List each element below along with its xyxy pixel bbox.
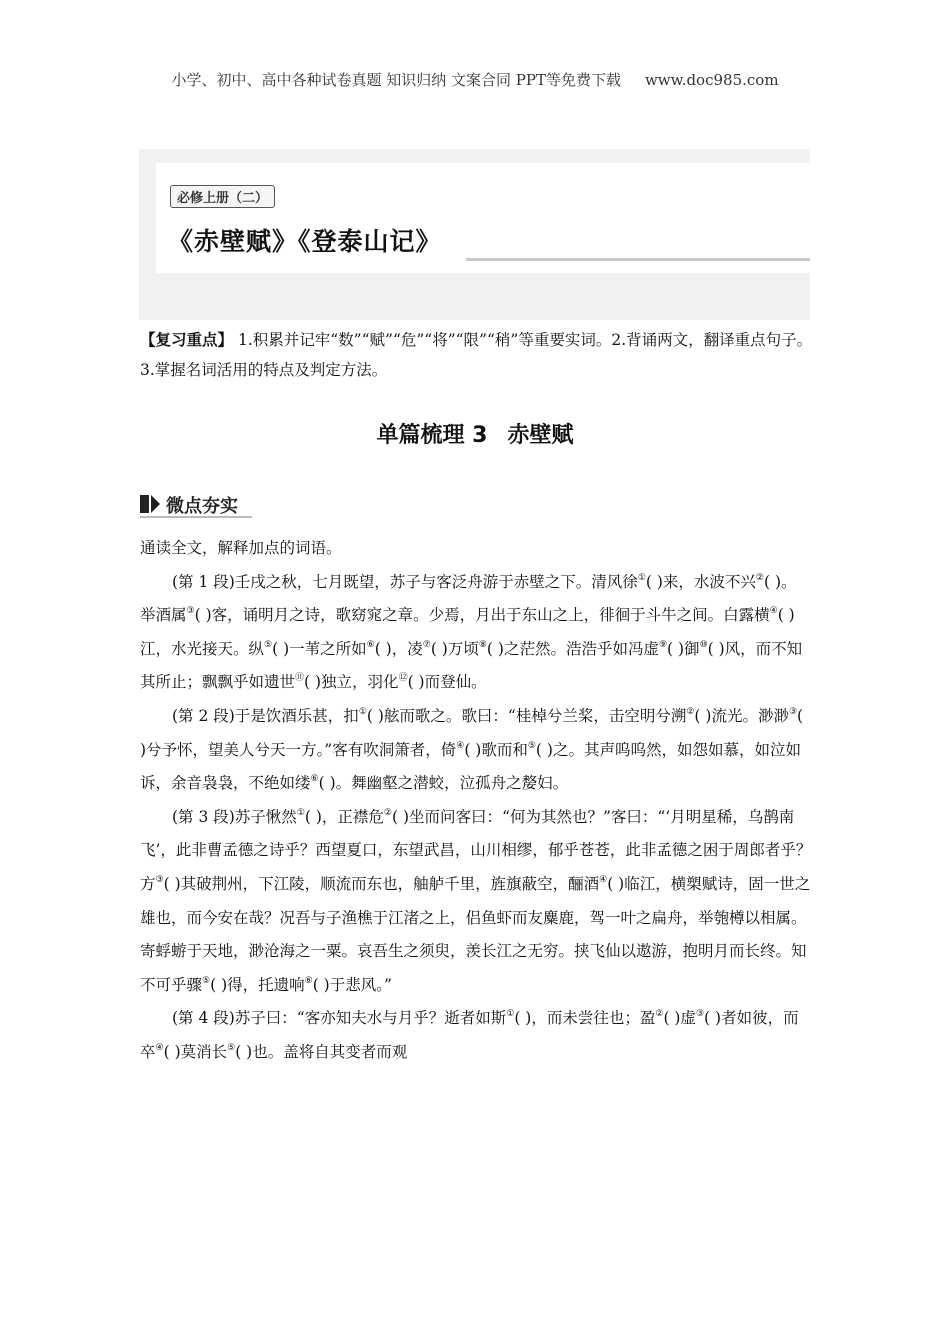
footnote-marker: ④	[599, 874, 608, 885]
footnote-marker: ①	[296, 807, 305, 818]
intro-text: 通读全文，解释加点的词语。	[140, 539, 342, 557]
review-label: 【复习重点】	[140, 331, 234, 349]
footnote-marker: ⑤	[527, 740, 536, 751]
weidian-label: 微点夯实	[166, 496, 238, 517]
chapter-title: 《赤壁赋》《登泰山记》	[168, 227, 442, 256]
section-prefix: 单篇梳理 3	[376, 423, 488, 448]
paragraph-3: (第 3 段)苏子愀然①( )，正襟危②( )坐而问客曰：“何为其然也？”客曰：“‘月明星稀，乌鹊南飞’，此非曹孟德之诗乎？西望夏口，东望武昌，山川相缪，郁乎苍苍，此非孟德之困于周郎者乎？方③( )其破荆州，下江陵，顺流而东也，舳舻千里，旌旗蔽空，酾酒④( )临江，横槊赋诗，固一世之雄也，而今安在哉？况吾与子渔樵于江渚之上，侣鱼虾而友麋鹿，驾一叶之扁舟，举匏樽以相属。寄蜉蝣于天地，渺沧海之一粟。哀吾生之须臾，羡长江之无穷。挟飞仙以遨游，抱明月而长终。知不可乎骤⑤( )得，托遗响⑥( )于悲风。”	[140, 807, 812, 994]
footnote-marker: ②	[755, 572, 764, 583]
footnote-marker: ⑫	[398, 673, 408, 684]
footnote-marker: ⑥	[304, 975, 313, 986]
footnote-marker: ④	[456, 740, 465, 751]
footnote-marker: ②	[383, 807, 392, 818]
header-site[interactable]: www.doc985.com	[644, 71, 779, 89]
footnote-marker: ⑤	[202, 975, 211, 986]
review-focus	[140, 325, 820, 385]
footnote-marker: ⑥	[310, 774, 319, 785]
footnote-marker: ②	[655, 1009, 664, 1020]
footnote-marker: ⑪	[295, 673, 305, 684]
footnote-marker: ③	[186, 606, 195, 617]
weidian-heading	[140, 492, 252, 518]
footnote-marker: ④	[155, 1042, 164, 1053]
footnote-marker: ③	[788, 706, 798, 717]
banner-card	[156, 163, 810, 273]
review-text: 1.积累并记牢“数”“赋”“危”“将”“限”“稍”等重要实词。2.背诵两文，翻译重点句子。3.掌握名词活用的特点及判定方法。	[140, 331, 813, 379]
paragraph-1: (第 1 段)壬戌之秋，七月既望，苏子与客泛舟游于赤壁之下。清风徐①( )来，水波不兴②( )。举酒属③( )客，诵明月之诗，歌窈窕之章。少焉，月出于东山之上，徘徊于斗牛之间。白露横④( )江，水光接天。纵⑤( )一苇之所如⑥( )，凌⑦( )万顷⑧( )之茫然。浩浩乎如冯虚⑨( )御⑩( )风，而不知其所止；飘飘乎如遗世⑪( )独立，羽化⑫( )而登仙。	[140, 572, 803, 692]
footnote-marker: ⑧	[478, 639, 487, 650]
section-marker-icon	[140, 495, 162, 513]
paragraph-2: (第 2 段)于是饮酒乐甚，扣①( )舷而歌之。歌曰：“桂棹兮兰桨，击空明兮溯②( )流光。渺渺③( )兮予怀，望美人兮天一方。”客有吹洞箫者，倚④( )歌而和⑤( )之。其声呜呜然，如怨如慕，如泣如诉，余音袅袅，不绝如缕⑥( )。舞幽壑之潜蛟，泣孤舟之嫠妇。	[140, 706, 804, 793]
chapter-banner	[139, 149, 810, 320]
footnote-marker: ③	[155, 874, 164, 885]
footnote-marker: ①	[506, 1009, 515, 1020]
section-title	[0, 418, 950, 449]
header-text: 小学、初中、高中各种试卷真题 知识归纳 文案合同 PPT等免费下载	[171, 71, 621, 89]
footnote-marker: ⑤	[264, 639, 273, 650]
page-header	[0, 69, 950, 90]
section-name: 赤壁赋	[507, 423, 574, 448]
volume-tag: 必修上册（二）	[170, 185, 275, 208]
footnote-marker: ①	[358, 706, 367, 717]
footnote-marker: ③	[695, 1009, 705, 1020]
exercise-body	[140, 532, 812, 1070]
footnote-marker: ⑩	[699, 639, 708, 650]
footnote-marker: ⑥	[366, 639, 375, 650]
footnote-marker: ⑦	[422, 639, 431, 650]
footnote-marker: ①	[637, 572, 646, 583]
footnote-marker: ⑨	[658, 639, 668, 650]
footnote-marker: ②	[686, 706, 695, 717]
paragraph-4: (第 4 段)苏子曰：“客亦知夫水与月乎？逝者如斯①( )，而未尝往也；盈②( )虚③( )者如彼，而卒④( )莫消长⑤( )也。盖将自其变者而观	[140, 1009, 799, 1061]
footnote-marker: ④	[769, 606, 778, 617]
title-rule	[466, 258, 810, 261]
footnote-marker: ⑤	[227, 1042, 236, 1053]
